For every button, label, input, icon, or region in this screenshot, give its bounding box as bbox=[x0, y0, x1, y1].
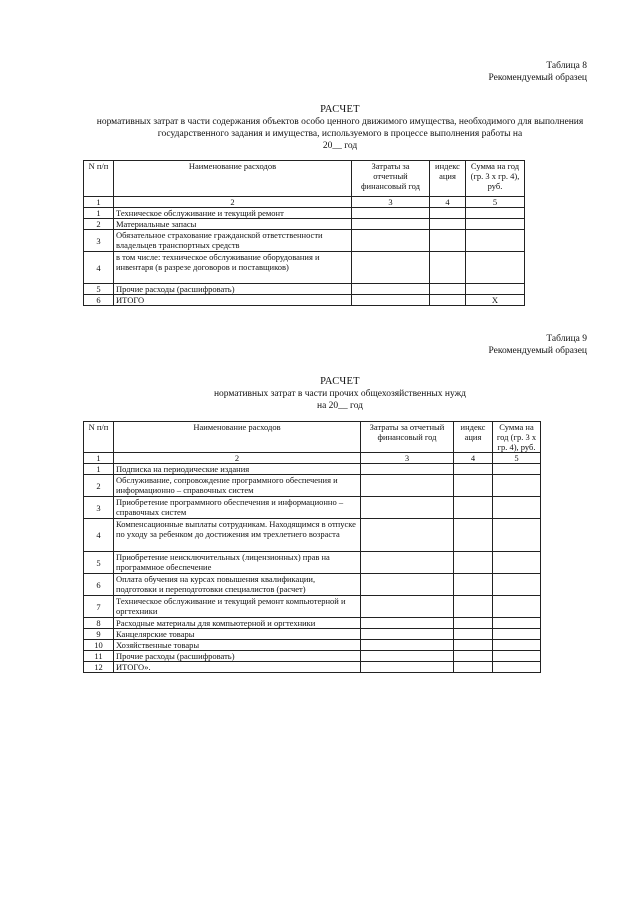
sum-cell: X bbox=[466, 295, 525, 306]
table-row bbox=[84, 552, 541, 574]
table9-subtitle-line1: нормативных затрат в части прочих общехозяйственных нужд bbox=[213, 389, 467, 399]
table8-year: 20__ год bbox=[322, 141, 358, 151]
index-cell bbox=[430, 219, 466, 230]
costs-cell bbox=[352, 284, 430, 295]
table9-colnum: 4 bbox=[454, 453, 493, 464]
sum-cell bbox=[466, 219, 525, 230]
row-name: Прочие расходы (расшифровать) bbox=[114, 651, 361, 662]
table-row bbox=[84, 219, 525, 230]
row-name: Компенсационные выплаты сотрудникам. Находящимся в отпуске по уходу за ребенком до достижения им трехлетнего возраста bbox=[114, 519, 361, 552]
table-row bbox=[84, 574, 541, 596]
costs-cell bbox=[352, 208, 430, 219]
costs-cell bbox=[361, 596, 454, 618]
table-row bbox=[84, 662, 541, 673]
index-cell bbox=[454, 651, 493, 662]
row-number: 3 bbox=[84, 497, 114, 519]
row-name: Материальные запасы bbox=[114, 219, 352, 230]
table8-header-num: N п/п bbox=[84, 161, 114, 197]
index-cell bbox=[454, 464, 493, 475]
table8-title: РАСЧЕТ bbox=[320, 104, 360, 115]
row-number: 6 bbox=[84, 295, 114, 306]
table9-header-sum: Сумма на год (гр. 3 x гр. 4), руб. bbox=[493, 422, 541, 453]
sum-cell bbox=[493, 651, 541, 662]
sum-cell bbox=[493, 574, 541, 596]
costs-cell bbox=[361, 552, 454, 574]
row-name: ИТОГО bbox=[114, 295, 352, 306]
row-name: Обязательное страхование гражданской ответственности владельцев транспортных средств bbox=[114, 230, 352, 252]
index-cell bbox=[454, 552, 493, 574]
row-name: Расходные материалы для компьютерной и оргтехники bbox=[114, 618, 361, 629]
costs-cell bbox=[352, 252, 430, 284]
row-name: Канцелярские товары bbox=[114, 629, 361, 640]
table-row bbox=[84, 618, 541, 629]
costs-cell bbox=[361, 497, 454, 519]
row-name: Приобретение программного обеспечения и информационно – справочных систем bbox=[114, 497, 361, 519]
costs-cell bbox=[361, 475, 454, 497]
row-number: 7 bbox=[84, 596, 114, 618]
index-cell bbox=[454, 574, 493, 596]
table9-title: РАСЧЕТ bbox=[320, 376, 360, 387]
index-cell bbox=[454, 497, 493, 519]
index-cell bbox=[430, 295, 466, 306]
table-row bbox=[84, 629, 541, 640]
table8-sample-note: Рекомендуемый образец bbox=[488, 73, 587, 83]
table8-header-sum: Сумма на год (гр. 3 x гр. 4), руб. bbox=[466, 161, 525, 197]
table-row bbox=[84, 284, 525, 295]
index-cell bbox=[454, 640, 493, 651]
table9-colnum: 2 bbox=[114, 453, 361, 464]
table-row bbox=[84, 475, 541, 497]
row-number: 10 bbox=[84, 640, 114, 651]
sum-cell bbox=[466, 284, 525, 295]
costs-cell bbox=[361, 519, 454, 552]
costs-cell bbox=[352, 230, 430, 252]
index-cell bbox=[430, 208, 466, 219]
row-number: 3 bbox=[84, 230, 114, 252]
table9-colnum: 1 bbox=[84, 453, 114, 464]
table9-colnum: 3 bbox=[361, 453, 454, 464]
table9-sample-note: Рекомендуемый образец bbox=[488, 346, 587, 356]
table9-header-row bbox=[84, 422, 541, 453]
row-name: Хозяйственные товары bbox=[114, 640, 361, 651]
table9-colnum-row bbox=[84, 453, 541, 464]
row-number: 8 bbox=[84, 618, 114, 629]
sum-cell bbox=[493, 618, 541, 629]
sum-cell bbox=[493, 629, 541, 640]
index-cell bbox=[430, 284, 466, 295]
table8-subtitle-line2: государственного задания и имущества, используемого в процессе выполнения работы на bbox=[157, 129, 523, 139]
row-number: 1 bbox=[84, 208, 114, 219]
table8-colnum: 5 bbox=[466, 197, 525, 208]
row-name: Обслуживание, сопровождение программного обеспечения и информационно – справочных систем bbox=[114, 475, 361, 497]
row-number: 12 bbox=[84, 662, 114, 673]
index-cell bbox=[454, 519, 493, 552]
table8-header-name: Наименование расходов bbox=[114, 161, 352, 197]
table8-colnum: 2 bbox=[114, 197, 352, 208]
row-number: 11 bbox=[84, 651, 114, 662]
sum-cell bbox=[493, 475, 541, 497]
table-row bbox=[84, 208, 525, 219]
index-cell bbox=[454, 662, 493, 673]
table-row bbox=[84, 295, 525, 306]
table8-colnum: 3 bbox=[352, 197, 430, 208]
table9-label: Таблица 9 bbox=[546, 334, 587, 344]
table9-header-index: индекс ация bbox=[454, 422, 493, 453]
row-number: 5 bbox=[84, 284, 114, 295]
table-row bbox=[84, 596, 541, 618]
row-number: 2 bbox=[84, 219, 114, 230]
row-name: Приобретение неисключительных (лицензионных) прав на программное обеспечение bbox=[114, 552, 361, 574]
table-row bbox=[84, 464, 541, 475]
index-cell bbox=[454, 618, 493, 629]
row-number: 1 bbox=[84, 464, 114, 475]
sum-cell bbox=[493, 552, 541, 574]
row-name: Прочие расходы (расшифровать) bbox=[114, 284, 352, 295]
table8-header-index: индекс ация bbox=[430, 161, 466, 197]
row-number: 4 bbox=[84, 519, 114, 552]
table9 bbox=[83, 421, 541, 673]
sum-cell bbox=[466, 252, 525, 284]
costs-cell bbox=[361, 464, 454, 475]
table-row bbox=[84, 497, 541, 519]
row-name: Подписка на периодические издания bbox=[114, 464, 361, 475]
table8-colnum: 1 bbox=[84, 197, 114, 208]
row-number: 6 bbox=[84, 574, 114, 596]
table-row bbox=[84, 640, 541, 651]
row-name: в том числе: техническое обслуживание оборудования и инвентаря (в разрезе договоров и поставщиков) bbox=[114, 252, 352, 284]
table-row bbox=[84, 651, 541, 662]
index-cell bbox=[454, 629, 493, 640]
table9-caption bbox=[488, 333, 587, 357]
sum-cell bbox=[493, 519, 541, 552]
index-cell bbox=[430, 230, 466, 252]
row-name: ИТОГО». bbox=[114, 662, 361, 673]
costs-cell bbox=[361, 618, 454, 629]
row-name: Техническое обслуживание и текущий ремонт bbox=[114, 208, 352, 219]
index-cell bbox=[454, 596, 493, 618]
costs-cell bbox=[352, 295, 430, 306]
table9-header-num: N п/п bbox=[84, 422, 114, 453]
sum-cell bbox=[466, 230, 525, 252]
sum-cell bbox=[493, 464, 541, 475]
table9-year: на 20__ год bbox=[316, 401, 364, 411]
index-cell bbox=[430, 252, 466, 284]
costs-cell bbox=[361, 651, 454, 662]
sum-cell bbox=[466, 208, 525, 219]
costs-cell bbox=[361, 662, 454, 673]
table9-header-name: Наименование расходов bbox=[114, 422, 361, 453]
table-row bbox=[84, 230, 525, 252]
table8-title-block bbox=[60, 104, 620, 152]
sum-cell bbox=[493, 640, 541, 651]
table8-colnum: 4 bbox=[430, 197, 466, 208]
costs-cell bbox=[361, 629, 454, 640]
table8-header-row bbox=[84, 161, 525, 197]
table-row bbox=[84, 252, 525, 284]
index-cell bbox=[454, 475, 493, 497]
costs-cell bbox=[361, 640, 454, 651]
row-number: 9 bbox=[84, 629, 114, 640]
table8 bbox=[83, 160, 525, 306]
table8-subtitle-line1: нормативных затрат в части содержания объектов особо ценного движимого имущества, необходимого для выполнения bbox=[96, 117, 584, 127]
costs-cell bbox=[361, 574, 454, 596]
sum-cell bbox=[493, 497, 541, 519]
costs-cell bbox=[352, 219, 430, 230]
table-row bbox=[84, 519, 541, 552]
table8-colnum-row bbox=[84, 197, 525, 208]
sum-cell bbox=[493, 662, 541, 673]
row-number: 2 bbox=[84, 475, 114, 497]
table8-header-costs: Затраты за отчетный финансовый год bbox=[352, 161, 430, 197]
table8-label: Таблица 8 bbox=[546, 61, 587, 71]
table8-caption bbox=[488, 60, 587, 84]
sum-cell bbox=[493, 596, 541, 618]
table9-title-block bbox=[60, 376, 620, 412]
table9-header-costs: Затраты за отчетный финансовый год bbox=[361, 422, 454, 453]
table9-colnum: 5 bbox=[493, 453, 541, 464]
row-name: Техническое обслуживание и текущий ремонт компьютерной и оргтехники bbox=[114, 596, 361, 618]
row-number: 5 bbox=[84, 552, 114, 574]
row-name: Оплата обучения на курсах повышения квалификации, подготовки и переподготовки специалистов (расчет) bbox=[114, 574, 361, 596]
row-number: 4 bbox=[84, 252, 114, 284]
